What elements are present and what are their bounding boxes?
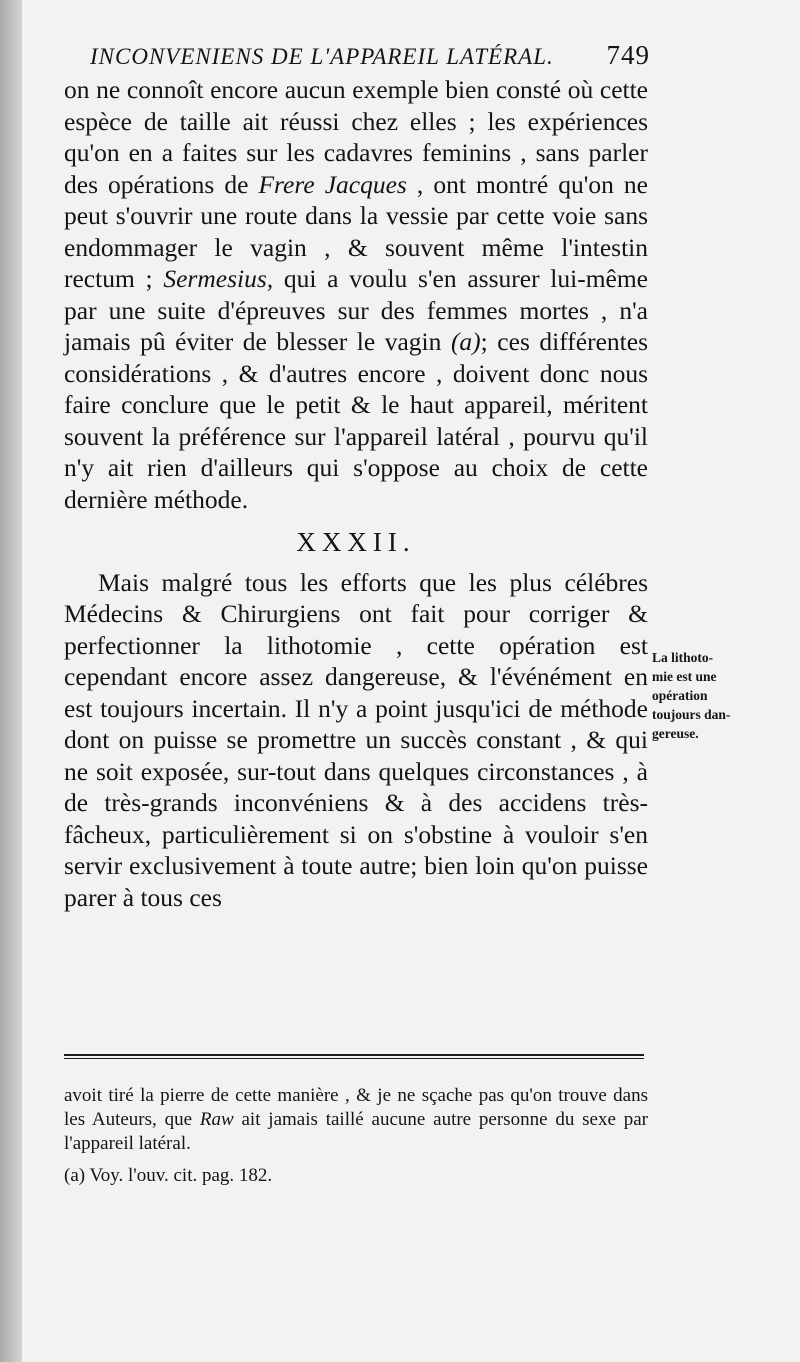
footnote-a: (a) Voy. l'ouv. cit. pag. 182. bbox=[64, 1165, 273, 1186]
margin-note-line: opération bbox=[652, 688, 708, 703]
margin-note-line: toujours dan- bbox=[652, 707, 731, 722]
running-title: INCONVENIENS DE L'APPAREIL LATÉRAL. bbox=[90, 44, 554, 69]
footnote-ref-a: (a) bbox=[450, 327, 481, 356]
margin-note-line: gereuse. bbox=[652, 726, 699, 741]
paragraph-2: Mais malgré tous les efforts que les plus célébres Médecins & Chirurgiens ont fait pour corriger & perfectionner la lithotomie , cette opération est cependant encore assez dangereuse, & l'événément en est toujours incertain. Il n'y a point jusqu'ici de méthode dont on puisse se promettre un succès constant , & qui ne soit exposée, sur-tout dans quelques circonstances , à de très-grands inconvéniens & à des accidens très-fâcheux, particulièrement si on s'obstine à vouloir s'en servir exclusivement à toute autre; bien loin qu'on puisse parer à tous ces bbox=[64, 567, 648, 912]
margin-note-line: La lithoto- bbox=[652, 650, 714, 665]
footnote-rule bbox=[64, 1054, 644, 1059]
paragraph-1-part-3: qui a voulu s'en assurer lui-même par une suite d'épreuves sur des femmes mortes , n'a jamais pû éviter de blesser le vagin bbox=[64, 264, 648, 356]
paragraph-1 bbox=[64, 74, 648, 515]
footnote-continued-part-2: ait jamais taillé aucune autre personne du sexe par l'appareil latéral. bbox=[64, 1109, 648, 1154]
page-gutter-shadow bbox=[0, 0, 22, 1362]
margin-note-line: mie est une bbox=[652, 669, 717, 684]
running-head bbox=[90, 40, 650, 71]
paragraph-1-part-2: , ont montré qu'on ne peut s'ouvrir une route dans la vessie par cette voie sans endommager le vagin , & souvent même l'intestin rectum ; bbox=[64, 169, 648, 293]
paragraph-1-part-1: on ne connoît encore aucun exemple bien consté où cette espèce de taille ait réussi chez elles ; les expériences qu'on en a faites sur les cadavres feminins , sans parler des opérations de bbox=[64, 75, 648, 199]
footnote-continued-part-1: avoit tiré la pierre de cette manière , & je ne sçache pas qu'on trouve dans les Auteurs, que bbox=[64, 1085, 648, 1130]
main-text bbox=[64, 74, 648, 913]
name-sermesius: Sermesius, bbox=[163, 264, 274, 293]
name-frere-jacques: Frere Jacques bbox=[258, 169, 407, 199]
footnote-continued bbox=[64, 1084, 648, 1156]
page-number: 749 bbox=[606, 40, 650, 70]
name-raw: Raw bbox=[199, 1109, 234, 1130]
section-heading: XXXII. bbox=[296, 527, 416, 557]
margin-note bbox=[652, 648, 770, 743]
footnotes bbox=[64, 1084, 648, 1188]
paragraph-1-part-4: ; ces différentes considérations , & d'autres encore , doivent donc nous faire conclure que le petit & le haut appareil, méritent souvent la préférence sur l'appareil latéral , pourvu qu'il n'y ait rien d'ailleurs qui s'oppose au choix de cette dernière méthode. bbox=[64, 327, 648, 514]
